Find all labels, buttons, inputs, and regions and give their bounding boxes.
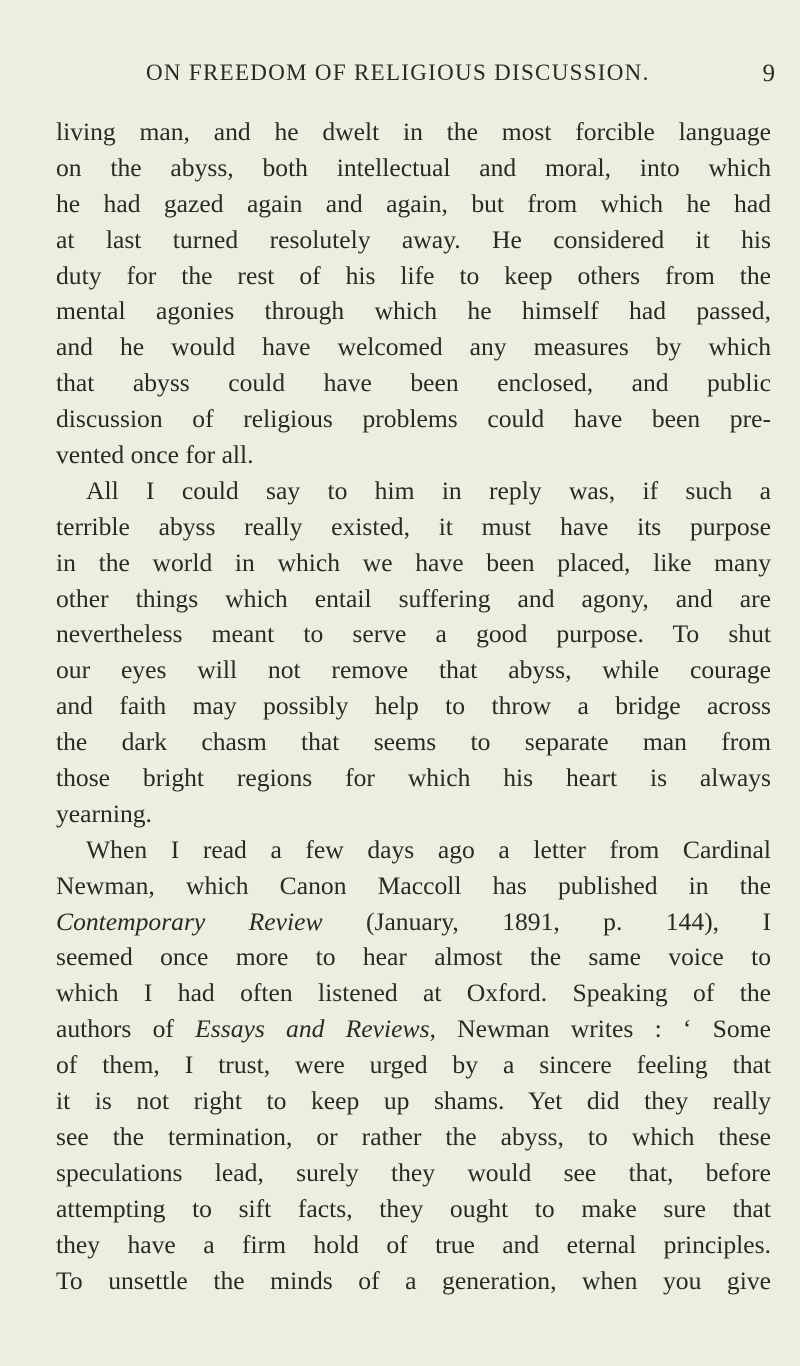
text-line [56, 1011, 771, 1047]
text-line: our eyes will not remove that abyss, while courage [56, 655, 771, 685]
text-line: and he would have welcomed any measures by which [56, 332, 771, 362]
journal-title: Contemporary Review [56, 906, 323, 936]
text-fragment: Newman writes : ‘ Some [435, 1014, 771, 1044]
text-fragment: (January, 1891, p. 144), I [322, 906, 771, 936]
text-line: discussion of religious problems could have been pre- [56, 404, 771, 434]
text-line: seemed once more to hear almost the same voice to [56, 942, 771, 972]
page-header [50, 60, 775, 100]
text-line: of them, I trust, were urged by a sincere feeling that [56, 1050, 771, 1080]
text-line: mental agonies through which he himself had passed, [56, 296, 771, 326]
text-line: those bright regions for which his heart is always [56, 763, 771, 793]
book-title: Essays and Reviews, [195, 1014, 436, 1044]
text-line: nevertheless meant to serve a good purpose. To shut [56, 619, 771, 649]
text-line: it is not right to keep up shams. Yet did they really [56, 1086, 771, 1116]
body-text [56, 114, 771, 1298]
text-line: To unsettle the minds of a generation, when you give [56, 1265, 771, 1295]
text-line: yearning. [56, 798, 152, 828]
text-line: duty for the rest of his life to keep others from the [56, 260, 771, 290]
text-line: When I read a few days ago a letter from Cardinal [86, 834, 771, 864]
text-line: in the world in which we have been placed, like many [56, 547, 771, 577]
text-line: and faith may possibly help to throw a bridge across [56, 691, 771, 721]
text-line: terrible abyss really existed, it must have its purpose [56, 511, 771, 541]
text-line: on the abyss, both intellectual and moral, into which [56, 152, 771, 182]
text-line: speculations lead, surely they would see that, before [56, 1157, 771, 1187]
text-line: Newman, which Canon Maccoll has published in the [56, 870, 771, 900]
running-head: ON FREEDOM OF RELIGIOUS DISCUSSION. [146, 60, 650, 85]
text-line: he had gazed again and again, but from which he had [56, 188, 771, 218]
text-line: which I had often listened at Oxford. Speaking of the [56, 978, 771, 1008]
text-fragment: authors of [56, 1014, 196, 1044]
text-line: at last turned resolutely away. He considered it his [56, 224, 771, 254]
text-line: they have a firm hold of true and eternal principles. [56, 1229, 771, 1259]
text-line: living man, and he dwelt in the most forcible language [56, 117, 771, 146]
text-line: the dark chasm that seems to separate man from [56, 727, 771, 757]
text-line: vented once for all. [56, 440, 254, 470]
text-line: that abyss could have been enclosed, and public [56, 368, 771, 398]
page-number: 9 [762, 60, 775, 87]
text-line: attempting to sift facts, they ought to make sure that [56, 1193, 771, 1223]
text-line: see the termination, or rather the abyss, to which these [56, 1121, 771, 1151]
text-line: other things which entail suffering and agony, and are [56, 583, 771, 613]
text-line [56, 904, 771, 940]
text-line: All I could say to him in reply was, if such a [86, 475, 771, 505]
